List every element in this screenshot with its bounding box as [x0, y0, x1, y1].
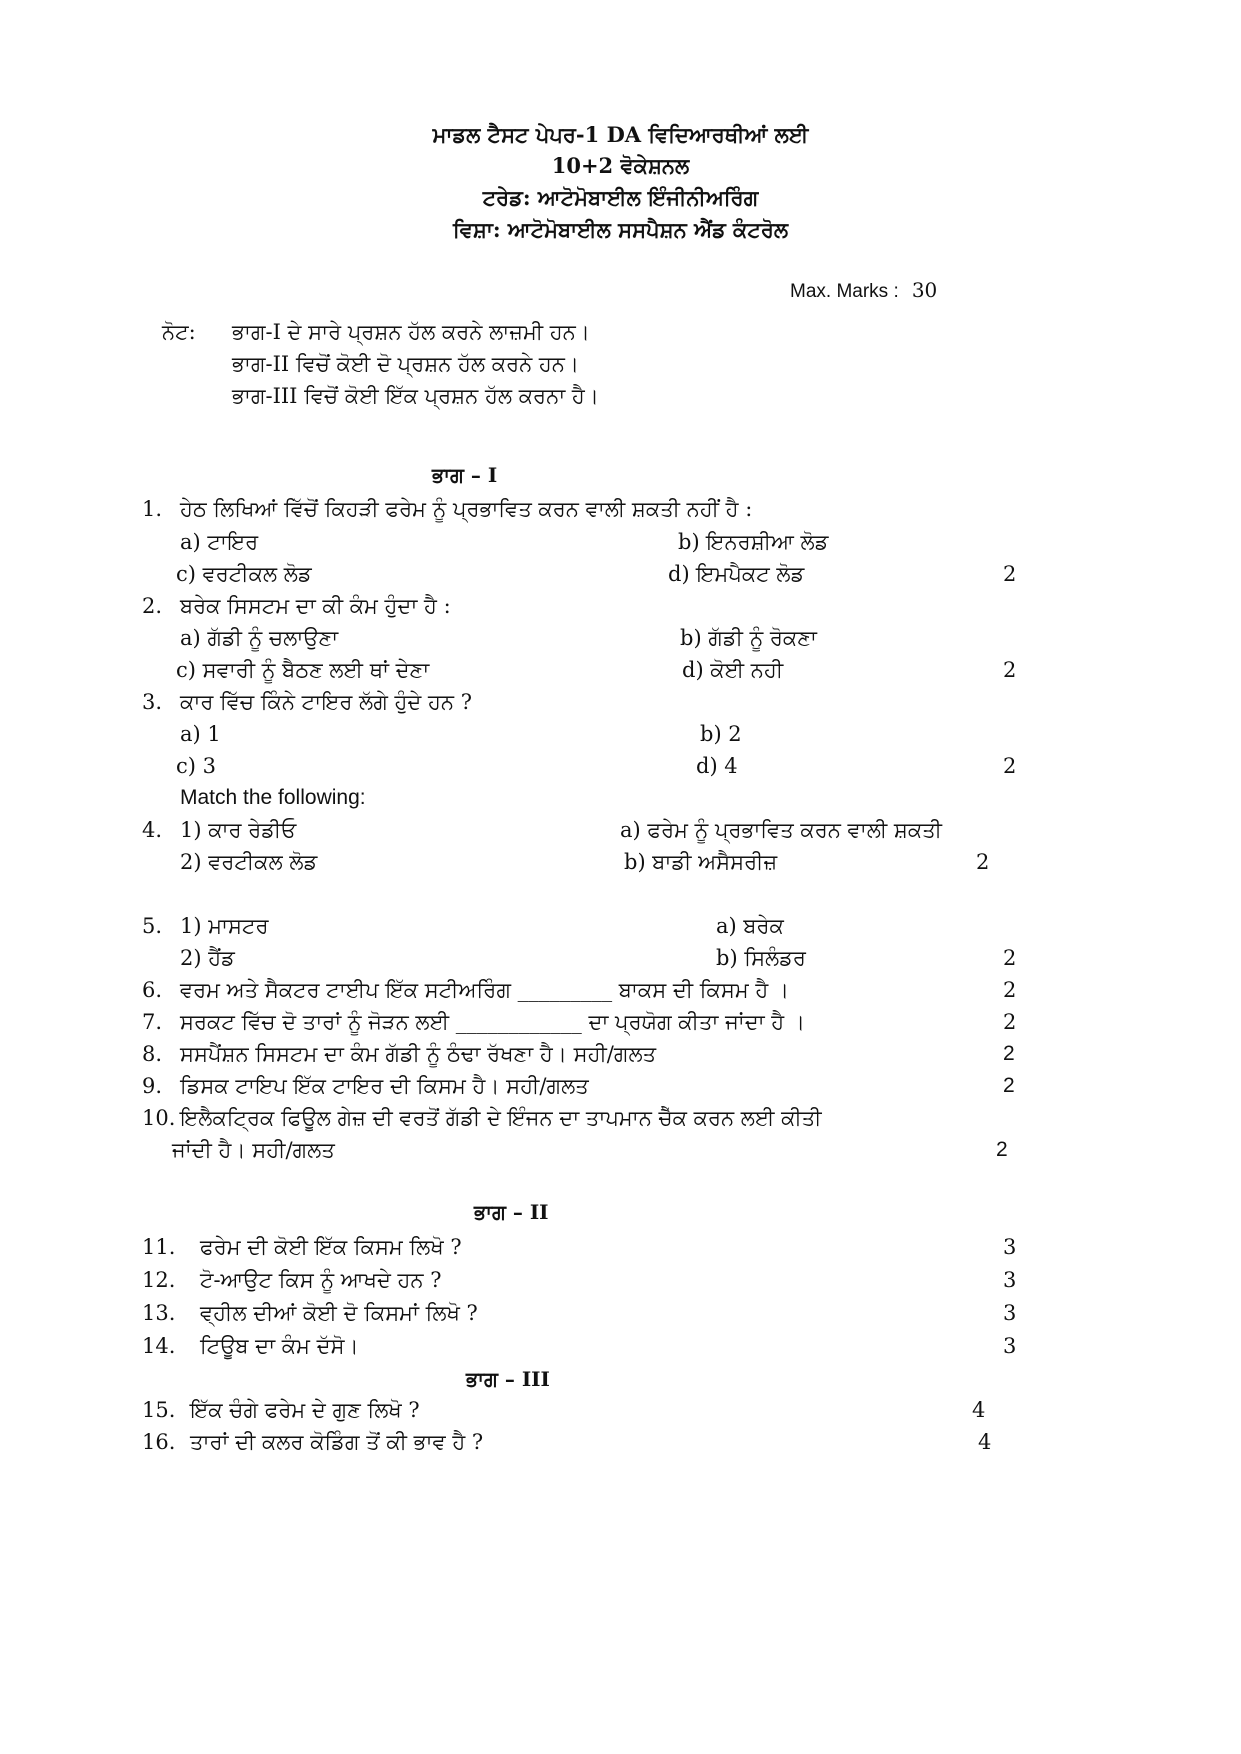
q8-number: 8.: [142, 1042, 163, 1066]
q10-text-line-1: ਇਲੈਕਟ੍ਰਿਕ ਫਿਊਲ ਗੇਜ਼ ਦੀ ਵਰਤੋਂ ਗੱਡੀ ਦੇ ਇੰਜਨ ਦਾ ਤਾਪਮਾਨ ਚੈੱਕ ਕਰਨ ਲਈ ਕੀਤੀ: [180, 1106, 822, 1130]
q13-number: 13.: [142, 1301, 176, 1325]
match-heading: Match the following:: [180, 786, 366, 809]
q14-text: ਟਿਊਬ ਦਾ ਕੰਮ ਦੱਸੋ।: [200, 1334, 359, 1358]
q16-number: 16.: [142, 1430, 176, 1454]
q5-left-1: 1) ਮਾਸਟਰ: [180, 914, 269, 938]
q9-text: ਡਿਸਕ ਟਾਇਪ ਇੱਕ ਟਾਇਰ ਦੀ ਕਿਸਮ ਹੈ। ਸਹੀ/ਗਲਤ: [180, 1074, 589, 1098]
q5-number: 5.: [142, 914, 163, 938]
q3-number: 3.: [142, 690, 163, 714]
q11-number: 11.: [142, 1235, 176, 1259]
q2-option-a: a) ਗੱਡੀ ਨੂੰ ਚਲਾਉਣਾ: [180, 626, 339, 650]
q4-right-1: a) ਫਰੇਮ ਨੂੰ ਪ੍ਰਭਾਵਿਤ ਕਰਨ ਵਾਲੀ ਸ਼ਕਤੀ: [620, 818, 942, 842]
q7-marks: 2: [1003, 1010, 1017, 1034]
q4-number: 4.: [142, 818, 163, 842]
q6-number: 6.: [142, 978, 163, 1002]
note-line-2: ਭਾਗ-II ਵਿਚੋਂ ਕੋਈ ਦੋ ਪ੍ਰਸ਼ਨ ਹੱਲ ਕਰਨੇ ਹਨ।: [232, 352, 580, 376]
max-marks: [790, 278, 937, 303]
max-marks-value: 30: [911, 278, 938, 302]
section-part-1: ਭਾਗ – I: [432, 463, 498, 487]
q2-marks: 2: [1003, 658, 1017, 682]
q14-number: 14.: [142, 1334, 176, 1358]
note-label: ਨੋਟ:: [162, 320, 196, 344]
q15-text: ਇੱਕ ਚੰਗੇ ਫਰੇਮ ਦੇ ਗੁਣ ਲਿਖੋ ?: [190, 1398, 420, 1422]
q16-text: ਤਾਰਾਂ ਦੀ ਕਲਰ ਕੋਡਿੰਗ ਤੋਂ ਕੀ ਭਾਵ ਹੈ ?: [190, 1430, 484, 1454]
q2-option-d: d) ਕੋਈ ਨਹੀ: [682, 658, 784, 682]
q3-option-b: b) 2: [700, 722, 742, 746]
q3-option-a: a) 1: [180, 722, 221, 746]
q2-option-b: b) ਗੱਡੀ ਨੂੰ ਰੋਕਣਾ: [680, 626, 817, 650]
q4-marks: 2: [976, 850, 990, 874]
q9-number: 9.: [142, 1074, 163, 1098]
q4-left-1: 1) ਕਾਰ ਰੇਡੀਓ: [180, 818, 297, 842]
q2-text: ਬਰੇਕ ਸਿਸਟਮ ਦਾ ਕੀ ਕੰਮ ਹੁੰਦਾ ਹੈ :: [180, 594, 451, 618]
q6-marks: 2: [1003, 978, 1017, 1002]
paper-class: 10+2 ਵੋਕੇਸ਼ਨਲ: [551, 153, 690, 178]
q1-option-b: b) ਇਨਰਸ਼ੀਆ ਲੋਡ: [678, 530, 829, 554]
q4-right-2: b) ਬਾਡੀ ਅਸੈਸਰੀਜ਼: [624, 850, 778, 874]
q5-right-2: b) ਸਿਲੰਡਰ: [716, 946, 806, 970]
q10-marks: 2: [996, 1138, 1008, 1161]
q1-marks: 2: [1003, 562, 1017, 586]
q8-text: ਸਸਪੈਂਸ਼ਨ ਸਿਸਟਮ ਦਾ ਕੰਮ ਗੱਡੀ ਨੂੰ ਠੰਢਾ ਰੱਖਣਾ ਹੈ। ਸਹੀ/ਗਲਤ: [180, 1042, 657, 1066]
q3-text: ਕਾਰ ਵਿੱਚ ਕਿੰਨੇ ਟਾਇਰ ਲੱਗੇ ਹੁੰਦੇ ਹਨ ?: [180, 690, 472, 714]
paper-subject: ਵਿਸ਼ਾ: ਆਟੋਮੋਬਾਈਲ ਸਸਪੈਸ਼ਨ ਐਂਡ ਕੰਟਰੋਲ: [452, 217, 789, 242]
q12-marks: 3: [1003, 1268, 1017, 1292]
q5-marks: 2: [1003, 946, 1017, 970]
q7-text: ਸਰਕਟ ਵਿੱਚ ਦੋ ਤਾਰਾਂ ਨੂੰ ਜੋੜਨ ਲਈ ____________ ਦਾ ਪ੍ਰਯੋਗ ਕੀਤਾ ਜਾਂਦਾ ਹੈ ।: [180, 1010, 806, 1034]
q3-option-d: d) 4: [696, 754, 738, 778]
q10-number: 10.: [142, 1106, 176, 1130]
note-line-3: ਭਾਗ-III ਵਿਚੋਂ ਕੋਈ ਇੱਕ ਪ੍ਰਸ਼ਨ ਹੱਲ ਕਰਨਾ ਹੈ।: [232, 384, 599, 408]
q15-number: 15.: [142, 1398, 176, 1422]
q7-number: 7.: [142, 1010, 163, 1034]
q6-text: ਵਰਮ ਅਤੇ ਸੈਕਟਰ ਟਾਈਪ ਇੱਕ ਸਟੀਅਰਿੰਗ _________ ਬਾਕਸ ਦੀ ਕਿਸਮ ਹੈ ।: [180, 978, 790, 1002]
q1-text: ਹੇਠ ਲਿਖਿਆਂ ਵਿੱਚੋਂ ਕਿਹੜੀ ਫਰੇਮ ਨੂੰ ਪ੍ਰਭਾਵਿਤ ਕਰਨ ਵਾਲੀ ਸ਼ਕਤੀ ਨਹੀਂ ਹੈ :: [180, 497, 753, 521]
q10-text-line-2: ਜਾਂਦੀ ਹੈ। ਸਹੀ/ਗਲਤ: [172, 1138, 335, 1162]
max-marks-label: Max. Marks :: [790, 281, 899, 302]
q2-option-c: c) ਸਵਾਰੀ ਨੂੰ ਬੈਠਣ ਲਈ ਥਾਂ ਦੇਣਾ: [176, 658, 430, 682]
q1-option-d: d) ਇਮਪੈਕਟ ਲੋਡ: [668, 562, 805, 586]
q12-number: 12.: [142, 1268, 176, 1292]
q4-left-2: 2) ਵਰਟੀਕਲ ਲੋਡ: [180, 850, 318, 874]
q3-marks: 2: [1003, 754, 1017, 778]
q1-option-c: c) ਵਰਟੀਕਲ ਲੋਡ: [176, 562, 312, 586]
q9-marks: 2: [1003, 1074, 1015, 1097]
section-part-3: ਭਾਗ – III: [466, 1367, 550, 1391]
q15-marks: 4: [972, 1398, 986, 1422]
paper-trade: ਟਰੇਡ: ਆਟੋਮੋਬਾਈਲ ਇੰਜੀਨੀਅਰਿੰਗ: [482, 185, 759, 210]
q11-marks: 3: [1003, 1235, 1017, 1259]
q5-left-2: 2) ਹੈਂਡ: [180, 946, 235, 970]
q13-marks: 3: [1003, 1301, 1017, 1325]
q11-text: ਫਰੇਮ ਦੀ ਕੋਈ ਇੱਕ ਕਿਸਮ ਲਿਖੋ ?: [200, 1235, 462, 1259]
q1-number: 1.: [142, 497, 163, 521]
note-line-1: ਭਾਗ-I ਦੇ ਸਾਰੇ ਪ੍ਰਸ਼ਨ ਹੱਲ ਕਰਨੇ ਲਾਜ਼ਮੀ ਹਨ।: [232, 320, 590, 344]
q5-right-1: a) ਬਰੇਕ: [716, 914, 784, 938]
q12-text: ਟੋ-ਆਉਟ ਕਿਸ ਨੂੰ ਆਖਦੇ ਹਨ ?: [200, 1268, 442, 1292]
q14-marks: 3: [1003, 1334, 1017, 1358]
section-part-2: ਭਾਗ – II: [474, 1200, 549, 1224]
q16-marks: 4: [978, 1430, 992, 1454]
q8-marks: 2: [1003, 1042, 1015, 1065]
q1-option-a: a) ਟਾਇਰ: [180, 530, 259, 554]
q13-text: ਵ੍ਹੀਲ ਦੀਆਂ ਕੋਈ ਦੋ ਕਿਸਮਾਂ ਲਿਖੋ ?: [200, 1301, 478, 1325]
q2-number: 2.: [142, 594, 163, 618]
q3-option-c: c) 3: [176, 754, 216, 778]
paper-title: ਮਾਡਲ ਟੈਸਟ ਪੇਪਰ-1 DA ਵਿਦਿਆਰਥੀਆਂ ਲਈ: [432, 122, 809, 147]
